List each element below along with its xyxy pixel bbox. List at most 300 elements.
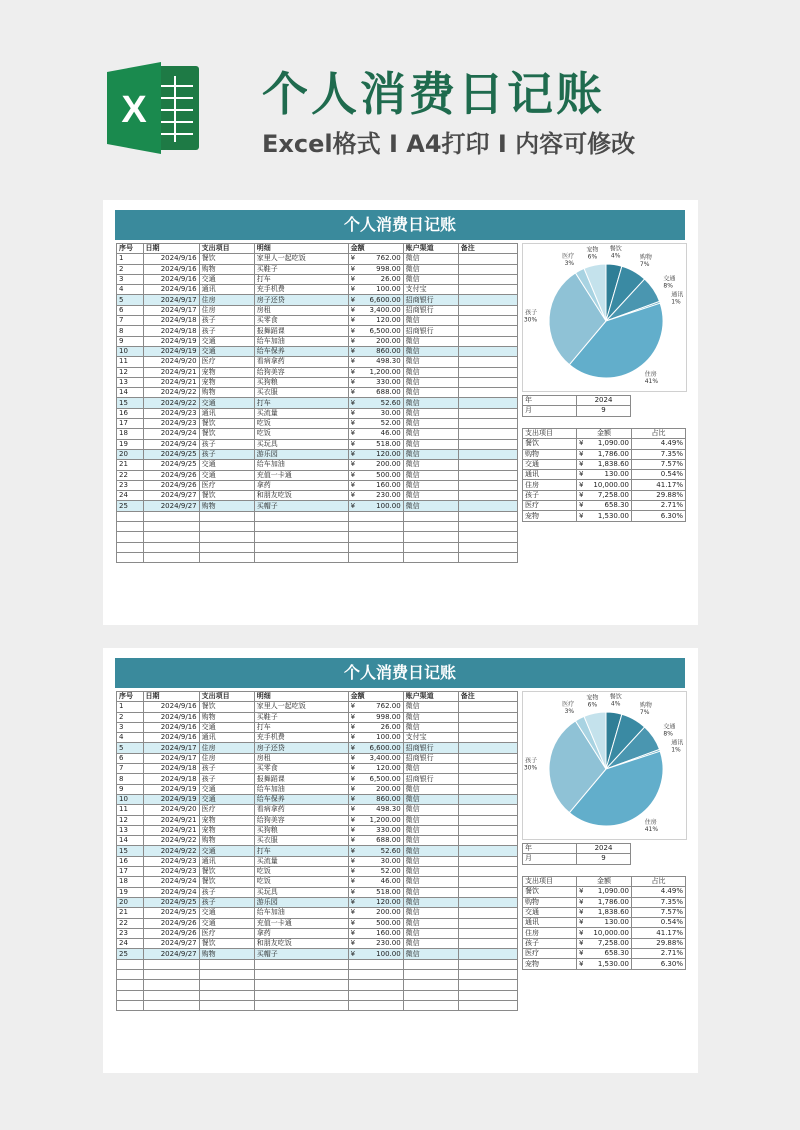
- detail-cell[interactable]: 吃饭: [254, 429, 348, 439]
- summary-percent-cell[interactable]: 41.17%: [632, 928, 686, 938]
- month-label[interactable]: 月: [523, 854, 577, 864]
- note-cell[interactable]: [458, 908, 517, 918]
- row-number-cell[interactable]: 7: [117, 316, 144, 326]
- note-cell[interactable]: [458, 419, 517, 429]
- empty-cell[interactable]: [117, 980, 144, 990]
- amount-cell[interactable]: [348, 316, 403, 326]
- date-cell[interactable]: 2024/9/26: [143, 470, 199, 480]
- summary-column-header[interactable]: 金额: [577, 429, 632, 439]
- row-number-cell[interactable]: 1: [117, 254, 144, 264]
- date-cell[interactable]: 2024/9/21: [143, 367, 199, 377]
- amount-cell[interactable]: [348, 877, 403, 887]
- note-cell[interactable]: [458, 316, 517, 326]
- category-cell[interactable]: 通讯: [199, 856, 254, 866]
- date-cell[interactable]: 2024/9/21: [143, 815, 199, 825]
- date-cell[interactable]: 2024/9/16: [143, 722, 199, 732]
- summary-percent-cell[interactable]: 0.54%: [632, 918, 686, 928]
- channel-cell[interactable]: 微信: [403, 897, 458, 907]
- year-label[interactable]: 年: [523, 396, 577, 406]
- detail-cell[interactable]: 给车保养: [254, 794, 348, 804]
- row-number-cell[interactable]: 9: [117, 784, 144, 794]
- empty-cell[interactable]: [254, 542, 348, 552]
- summary-percent-cell[interactable]: 6.30%: [632, 959, 686, 969]
- date-cell[interactable]: 2024/9/17: [143, 753, 199, 763]
- year-value[interactable]: 2024: [577, 396, 631, 406]
- amount-cell[interactable]: [348, 733, 403, 743]
- category-cell[interactable]: 医疗: [199, 805, 254, 815]
- date-cell[interactable]: 2024/9/22: [143, 398, 199, 408]
- note-cell[interactable]: [458, 254, 517, 264]
- amount-cell[interactable]: [348, 722, 403, 732]
- empty-cell[interactable]: [199, 959, 254, 969]
- row-number-cell[interactable]: 4: [117, 285, 144, 295]
- month-value[interactable]: 9: [577, 854, 631, 864]
- empty-cell[interactable]: [254, 511, 348, 521]
- summary-percent-cell[interactable]: 41.17%: [632, 480, 686, 490]
- detail-cell[interactable]: 吃饭: [254, 867, 348, 877]
- row-number-cell[interactable]: 24: [117, 939, 144, 949]
- empty-cell[interactable]: [458, 959, 517, 969]
- amount-cell[interactable]: [348, 794, 403, 804]
- amount-cell[interactable]: [348, 285, 403, 295]
- summary-amount-cell[interactable]: [577, 490, 632, 500]
- amount-cell[interactable]: [348, 367, 403, 377]
- category-cell[interactable]: 孩子: [199, 764, 254, 774]
- detail-cell[interactable]: 看病拿药: [254, 357, 348, 367]
- detail-cell[interactable]: 买狗粮: [254, 377, 348, 387]
- column-header[interactable]: 备注: [458, 692, 517, 702]
- detail-cell[interactable]: 给车加油: [254, 908, 348, 918]
- detail-cell[interactable]: 买衣服: [254, 388, 348, 398]
- detail-cell[interactable]: 充值一卡通: [254, 918, 348, 928]
- amount-cell[interactable]: [348, 439, 403, 449]
- row-number-cell[interactable]: 22: [117, 470, 144, 480]
- date-cell[interactable]: 2024/9/23: [143, 867, 199, 877]
- channel-cell[interactable]: 微信: [403, 470, 458, 480]
- note-cell[interactable]: [458, 867, 517, 877]
- empty-cell[interactable]: [348, 552, 403, 562]
- row-number-cell[interactable]: 25: [117, 949, 144, 959]
- empty-cell[interactable]: [199, 552, 254, 562]
- column-header[interactable]: 明细: [254, 692, 348, 702]
- category-cell[interactable]: 购物: [199, 712, 254, 722]
- summary-amount-cell[interactable]: [577, 470, 632, 480]
- summary-category-cell[interactable]: 餐饮: [523, 439, 577, 449]
- detail-cell[interactable]: 报舞蹈课: [254, 774, 348, 784]
- summary-amount-cell[interactable]: [577, 897, 632, 907]
- detail-cell[interactable]: 买流量: [254, 408, 348, 418]
- empty-cell[interactable]: [254, 980, 348, 990]
- empty-cell[interactable]: [117, 1000, 144, 1010]
- empty-cell[interactable]: [348, 1000, 403, 1010]
- year-value[interactable]: 2024: [577, 844, 631, 854]
- category-cell[interactable]: 交通: [199, 908, 254, 918]
- summary-category-cell[interactable]: 宠物: [523, 959, 577, 969]
- row-number-cell[interactable]: 3: [117, 722, 144, 732]
- amount-cell[interactable]: [348, 805, 403, 815]
- category-cell[interactable]: 交通: [199, 470, 254, 480]
- detail-cell[interactable]: 给车加油: [254, 336, 348, 346]
- channel-cell[interactable]: 微信: [403, 908, 458, 918]
- empty-cell[interactable]: [458, 980, 517, 990]
- date-cell[interactable]: 2024/9/22: [143, 836, 199, 846]
- detail-cell[interactable]: 买玩具: [254, 439, 348, 449]
- detail-cell[interactable]: 房子还贷: [254, 295, 348, 305]
- note-cell[interactable]: [458, 429, 517, 439]
- date-cell[interactable]: 2024/9/17: [143, 743, 199, 753]
- empty-cell[interactable]: [199, 970, 254, 980]
- detail-cell[interactable]: 买零食: [254, 316, 348, 326]
- date-cell[interactable]: 2024/9/17: [143, 305, 199, 315]
- channel-cell[interactable]: 招商银行: [403, 326, 458, 336]
- row-number-cell[interactable]: 14: [117, 836, 144, 846]
- row-number-cell[interactable]: 4: [117, 733, 144, 743]
- amount-cell[interactable]: [348, 501, 403, 511]
- summary-amount-cell[interactable]: [577, 480, 632, 490]
- amount-cell[interactable]: [348, 784, 403, 794]
- empty-cell[interactable]: [143, 552, 199, 562]
- date-cell[interactable]: 2024/9/22: [143, 388, 199, 398]
- row-number-cell[interactable]: 11: [117, 805, 144, 815]
- detail-cell[interactable]: 给车保养: [254, 346, 348, 356]
- summary-category-cell[interactable]: 交通: [523, 459, 577, 469]
- date-cell[interactable]: 2024/9/18: [143, 774, 199, 784]
- note-cell[interactable]: [458, 733, 517, 743]
- empty-cell[interactable]: [254, 532, 348, 542]
- note-cell[interactable]: [458, 928, 517, 938]
- empty-cell[interactable]: [348, 970, 403, 980]
- detail-cell[interactable]: 报舞蹈课: [254, 326, 348, 336]
- category-cell[interactable]: 交通: [199, 918, 254, 928]
- amount-cell[interactable]: [348, 326, 403, 336]
- column-header[interactable]: 账户渠道: [403, 244, 458, 254]
- row-number-cell[interactable]: 3: [117, 274, 144, 284]
- channel-cell[interactable]: 微信: [403, 480, 458, 490]
- empty-cell[interactable]: [199, 1000, 254, 1010]
- category-cell[interactable]: 餐饮: [199, 254, 254, 264]
- detail-cell[interactable]: 充值一卡通: [254, 470, 348, 480]
- note-cell[interactable]: [458, 949, 517, 959]
- category-cell[interactable]: 住房: [199, 305, 254, 315]
- date-cell[interactable]: 2024/9/23: [143, 856, 199, 866]
- detail-cell[interactable]: 充手机费: [254, 285, 348, 295]
- category-cell[interactable]: 购物: [199, 388, 254, 398]
- summary-percent-cell[interactable]: 2.71%: [632, 501, 686, 511]
- amount-cell[interactable]: [348, 408, 403, 418]
- amount-cell[interactable]: [348, 712, 403, 722]
- channel-cell[interactable]: 微信: [403, 722, 458, 732]
- category-cell[interactable]: 购物: [199, 501, 254, 511]
- category-cell[interactable]: 孩子: [199, 316, 254, 326]
- empty-cell[interactable]: [199, 980, 254, 990]
- empty-cell[interactable]: [348, 990, 403, 1000]
- row-number-cell[interactable]: 12: [117, 815, 144, 825]
- empty-cell[interactable]: [458, 1000, 517, 1010]
- detail-cell[interactable]: 打车: [254, 722, 348, 732]
- note-cell[interactable]: [458, 784, 517, 794]
- amount-cell[interactable]: [348, 480, 403, 490]
- note-cell[interactable]: [458, 743, 517, 753]
- amount-cell[interactable]: [348, 429, 403, 439]
- category-cell[interactable]: 交通: [199, 784, 254, 794]
- summary-amount-cell[interactable]: [577, 449, 632, 459]
- summary-percent-cell[interactable]: 29.88%: [632, 490, 686, 500]
- note-cell[interactable]: [458, 367, 517, 377]
- note-cell[interactable]: [458, 480, 517, 490]
- note-cell[interactable]: [458, 712, 517, 722]
- amount-cell[interactable]: [348, 388, 403, 398]
- row-number-cell[interactable]: 25: [117, 501, 144, 511]
- summary-percent-cell[interactable]: 7.35%: [632, 897, 686, 907]
- empty-cell[interactable]: [458, 990, 517, 1000]
- amount-cell[interactable]: [348, 764, 403, 774]
- detail-cell[interactable]: 给狗美容: [254, 367, 348, 377]
- channel-cell[interactable]: 微信: [403, 712, 458, 722]
- column-header[interactable]: 金额: [348, 244, 403, 254]
- date-cell[interactable]: 2024/9/19: [143, 794, 199, 804]
- empty-cell[interactable]: [117, 552, 144, 562]
- empty-cell[interactable]: [254, 552, 348, 562]
- channel-cell[interactable]: 微信: [403, 357, 458, 367]
- column-header[interactable]: 日期: [143, 692, 199, 702]
- amount-cell[interactable]: [348, 449, 403, 459]
- note-cell[interactable]: [458, 336, 517, 346]
- detail-cell[interactable]: 和朋友吃饭: [254, 491, 348, 501]
- category-cell[interactable]: 交通: [199, 794, 254, 804]
- category-cell[interactable]: 交通: [199, 336, 254, 346]
- date-cell[interactable]: 2024/9/27: [143, 949, 199, 959]
- category-cell[interactable]: 购物: [199, 949, 254, 959]
- empty-cell[interactable]: [348, 522, 403, 532]
- empty-cell[interactable]: [117, 970, 144, 980]
- channel-cell[interactable]: 微信: [403, 877, 458, 887]
- channel-cell[interactable]: 微信: [403, 794, 458, 804]
- summary-percent-cell[interactable]: 0.54%: [632, 470, 686, 480]
- row-number-cell[interactable]: 15: [117, 398, 144, 408]
- note-cell[interactable]: [458, 846, 517, 856]
- date-cell[interactable]: 2024/9/25: [143, 897, 199, 907]
- note-cell[interactable]: [458, 388, 517, 398]
- amount-cell[interactable]: [348, 254, 403, 264]
- row-number-cell[interactable]: 2: [117, 712, 144, 722]
- summary-amount-cell[interactable]: [577, 887, 632, 897]
- channel-cell[interactable]: 微信: [403, 846, 458, 856]
- empty-cell[interactable]: [117, 511, 144, 521]
- empty-cell[interactable]: [143, 959, 199, 969]
- row-number-cell[interactable]: 22: [117, 918, 144, 928]
- summary-amount-cell[interactable]: [577, 439, 632, 449]
- category-cell[interactable]: 交通: [199, 460, 254, 470]
- channel-cell[interactable]: 微信: [403, 419, 458, 429]
- detail-cell[interactable]: 家里人一起吃饭: [254, 254, 348, 264]
- category-cell[interactable]: 餐饮: [199, 419, 254, 429]
- category-cell[interactable]: 购物: [199, 836, 254, 846]
- detail-cell[interactable]: 给车加油: [254, 784, 348, 794]
- date-cell[interactable]: 2024/9/19: [143, 784, 199, 794]
- column-header[interactable]: 支出项目: [199, 244, 254, 254]
- empty-cell[interactable]: [403, 522, 458, 532]
- date-cell[interactable]: 2024/9/25: [143, 460, 199, 470]
- channel-cell[interactable]: 微信: [403, 867, 458, 877]
- category-cell[interactable]: 购物: [199, 264, 254, 274]
- summary-amount-cell[interactable]: [577, 501, 632, 511]
- note-cell[interactable]: [458, 753, 517, 763]
- empty-cell[interactable]: [143, 990, 199, 1000]
- category-cell[interactable]: 住房: [199, 295, 254, 305]
- summary-category-cell[interactable]: 购物: [523, 449, 577, 459]
- empty-cell[interactable]: [254, 990, 348, 1000]
- empty-cell[interactable]: [199, 542, 254, 552]
- note-cell[interactable]: [458, 825, 517, 835]
- category-cell[interactable]: 孩子: [199, 897, 254, 907]
- category-cell[interactable]: 孩子: [199, 439, 254, 449]
- channel-cell[interactable]: 微信: [403, 805, 458, 815]
- note-cell[interactable]: [458, 856, 517, 866]
- note-cell[interactable]: [458, 918, 517, 928]
- date-cell[interactable]: 2024/9/27: [143, 501, 199, 511]
- column-header[interactable]: 支出项目: [199, 692, 254, 702]
- channel-cell[interactable]: 招商银行: [403, 295, 458, 305]
- amount-cell[interactable]: [348, 305, 403, 315]
- category-cell[interactable]: 医疗: [199, 480, 254, 490]
- summary-amount-cell[interactable]: [577, 907, 632, 917]
- channel-cell[interactable]: 微信: [403, 764, 458, 774]
- detail-cell[interactable]: 拿药: [254, 480, 348, 490]
- date-cell[interactable]: 2024/9/26: [143, 928, 199, 938]
- category-cell[interactable]: 交通: [199, 722, 254, 732]
- row-number-cell[interactable]: 20: [117, 897, 144, 907]
- date-cell[interactable]: 2024/9/27: [143, 491, 199, 501]
- summary-amount-cell[interactable]: [577, 938, 632, 948]
- date-cell[interactable]: 2024/9/24: [143, 429, 199, 439]
- channel-cell[interactable]: 微信: [403, 928, 458, 938]
- empty-cell[interactable]: [403, 959, 458, 969]
- note-cell[interactable]: [458, 491, 517, 501]
- note-cell[interactable]: [458, 897, 517, 907]
- detail-cell[interactable]: 买衣服: [254, 836, 348, 846]
- amount-cell[interactable]: [348, 753, 403, 763]
- empty-cell[interactable]: [254, 970, 348, 980]
- amount-cell[interactable]: [348, 815, 403, 825]
- date-cell[interactable]: 2024/9/18: [143, 764, 199, 774]
- category-cell[interactable]: 通讯: [199, 733, 254, 743]
- amount-cell[interactable]: [348, 856, 403, 866]
- note-cell[interactable]: [458, 836, 517, 846]
- amount-cell[interactable]: [348, 274, 403, 284]
- amount-cell[interactable]: [348, 460, 403, 470]
- date-cell[interactable]: 2024/9/25: [143, 449, 199, 459]
- channel-cell[interactable]: 微信: [403, 460, 458, 470]
- detail-cell[interactable]: 和朋友吃饭: [254, 939, 348, 949]
- detail-cell[interactable]: 游乐园: [254, 897, 348, 907]
- category-cell[interactable]: 宠物: [199, 367, 254, 377]
- summary-percent-cell[interactable]: 7.57%: [632, 459, 686, 469]
- date-cell[interactable]: 2024/9/16: [143, 702, 199, 712]
- empty-cell[interactable]: [348, 532, 403, 542]
- empty-cell[interactable]: [199, 990, 254, 1000]
- detail-cell[interactable]: 打车: [254, 274, 348, 284]
- row-number-cell[interactable]: 21: [117, 460, 144, 470]
- date-cell[interactable]: 2024/9/17: [143, 295, 199, 305]
- row-number-cell[interactable]: 21: [117, 908, 144, 918]
- amount-cell[interactable]: [348, 295, 403, 305]
- date-cell[interactable]: 2024/9/27: [143, 939, 199, 949]
- empty-cell[interactable]: [254, 959, 348, 969]
- channel-cell[interactable]: 微信: [403, 784, 458, 794]
- amount-cell[interactable]: [348, 846, 403, 856]
- summary-percent-cell[interactable]: 4.49%: [632, 439, 686, 449]
- category-cell[interactable]: 交通: [199, 398, 254, 408]
- detail-cell[interactable]: 买鞋子: [254, 712, 348, 722]
- empty-cell[interactable]: [403, 542, 458, 552]
- row-number-cell[interactable]: 2: [117, 264, 144, 274]
- amount-cell[interactable]: [348, 774, 403, 784]
- channel-cell[interactable]: 微信: [403, 949, 458, 959]
- detail-cell[interactable]: 充手机费: [254, 733, 348, 743]
- note-cell[interactable]: [458, 460, 517, 470]
- row-number-cell[interactable]: 9: [117, 336, 144, 346]
- date-cell[interactable]: 2024/9/26: [143, 918, 199, 928]
- empty-cell[interactable]: [458, 542, 517, 552]
- empty-cell[interactable]: [403, 552, 458, 562]
- detail-cell[interactable]: 买玩具: [254, 887, 348, 897]
- date-cell[interactable]: 2024/9/22: [143, 846, 199, 856]
- date-cell[interactable]: 2024/9/19: [143, 336, 199, 346]
- empty-cell[interactable]: [143, 522, 199, 532]
- date-cell[interactable]: 2024/9/16: [143, 733, 199, 743]
- detail-cell[interactable]: 买帽子: [254, 949, 348, 959]
- category-cell[interactable]: 交通: [199, 274, 254, 284]
- channel-cell[interactable]: 微信: [403, 815, 458, 825]
- category-cell[interactable]: 宠物: [199, 815, 254, 825]
- note-cell[interactable]: [458, 305, 517, 315]
- date-cell[interactable]: 2024/9/21: [143, 377, 199, 387]
- category-cell[interactable]: 餐饮: [199, 939, 254, 949]
- detail-cell[interactable]: 买鞋子: [254, 264, 348, 274]
- summary-amount-cell[interactable]: [577, 459, 632, 469]
- amount-cell[interactable]: [348, 949, 403, 959]
- summary-percent-cell[interactable]: 4.49%: [632, 887, 686, 897]
- summary-column-header[interactable]: 金额: [577, 877, 632, 887]
- empty-cell[interactable]: [458, 532, 517, 542]
- detail-cell[interactable]: 看病拿药: [254, 805, 348, 815]
- empty-cell[interactable]: [199, 522, 254, 532]
- month-label[interactable]: 月: [523, 406, 577, 416]
- row-number-cell[interactable]: 16: [117, 408, 144, 418]
- channel-cell[interactable]: 微信: [403, 316, 458, 326]
- channel-cell[interactable]: 微信: [403, 408, 458, 418]
- category-cell[interactable]: 通讯: [199, 285, 254, 295]
- detail-cell[interactable]: 房子还贷: [254, 743, 348, 753]
- summary-category-cell[interactable]: 通讯: [523, 470, 577, 480]
- note-cell[interactable]: [458, 794, 517, 804]
- row-number-cell[interactable]: 11: [117, 357, 144, 367]
- empty-cell[interactable]: [458, 552, 517, 562]
- summary-category-cell[interactable]: 医疗: [523, 501, 577, 511]
- channel-cell[interactable]: 微信: [403, 491, 458, 501]
- amount-cell[interactable]: [348, 887, 403, 897]
- detail-cell[interactable]: 吃饭: [254, 419, 348, 429]
- category-cell[interactable]: 通讯: [199, 408, 254, 418]
- category-cell[interactable]: 医疗: [199, 357, 254, 367]
- amount-cell[interactable]: [348, 897, 403, 907]
- empty-cell[interactable]: [199, 511, 254, 521]
- row-number-cell[interactable]: 17: [117, 419, 144, 429]
- empty-cell[interactable]: [403, 532, 458, 542]
- channel-cell[interactable]: 微信: [403, 388, 458, 398]
- note-cell[interactable]: [458, 357, 517, 367]
- summary-category-cell[interactable]: 购物: [523, 897, 577, 907]
